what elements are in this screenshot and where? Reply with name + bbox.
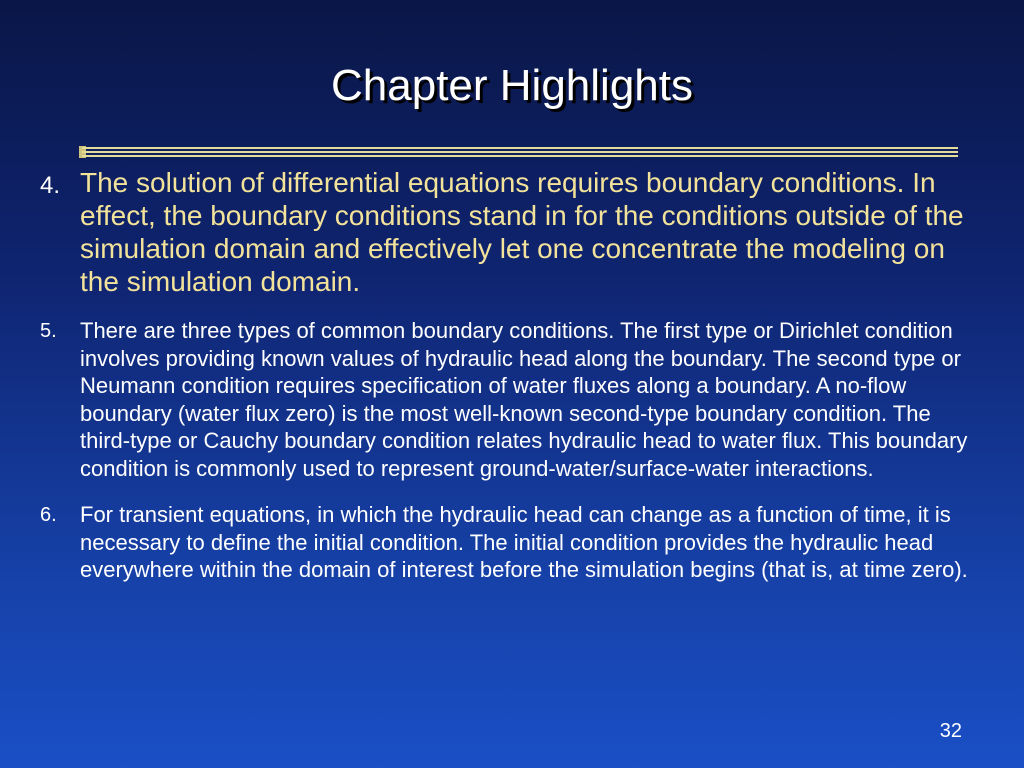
item-number	[36, 317, 80, 346]
item-text: For transient equations, in which the hydraulic head can change as a function of time, it is necessary to define the initial condition. The initial condition provides the hydraulic head everywhere within the domain of interest before the simulation begins (that is, at time zero).	[80, 502, 968, 582]
item-number-label: 5.	[40, 320, 57, 342]
highlights-list	[36, 166, 986, 584]
divider-line-2	[82, 151, 958, 153]
list-item-4	[36, 166, 986, 298]
item-number-label: 4.	[40, 172, 61, 199]
list-item-5	[36, 317, 986, 482]
divider-line-3	[82, 155, 958, 157]
divider-line-1	[82, 147, 958, 149]
title-divider	[82, 145, 958, 159]
item-text: There are three types of common boundary conditions. The first type or Dirichlet condition involves providing known values of hydraulic head along the boundary. The second type or Neumann condition requires specification of water fluxes along a boundary. A no-flow boundary (water flux zero) is the most well-known second-type boundary condition. The third-type or Cauchy boundary condition relates hydraulic head to water flux. This boundary condition is commonly used to represent ground-water/surface-water interactions.	[80, 318, 968, 481]
page-number: 32	[939, 720, 962, 742]
slide-title: Chapter Highlights	[331, 61, 693, 110]
item-number	[36, 166, 80, 202]
item-number	[36, 501, 80, 530]
item-text: The solution of differential equations requires boundary conditions. In effect, the boundary conditions stand in for the conditions outside of the simulation domain and effectively let one concentrate the modeling on the simulation domain.	[80, 167, 964, 297]
list-item-6	[36, 501, 986, 584]
item-number-label: 6.	[40, 504, 57, 526]
